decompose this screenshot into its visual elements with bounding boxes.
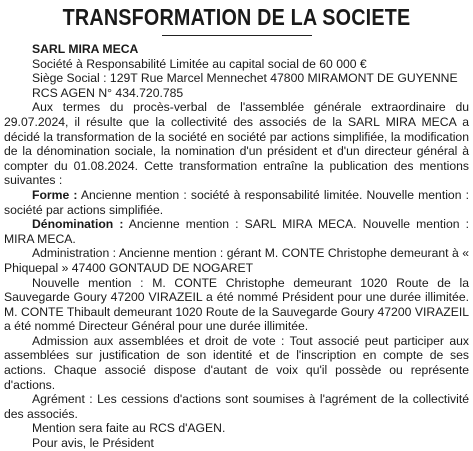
denomination-text: Ancienne mention : SARL MIRA MECA. Nouvelle mention : MIRA MECA. xyxy=(4,217,469,246)
forme-label: Forme : xyxy=(32,187,78,202)
agrement-paragraph: Agrément : Les cessions d'actions sont soumises à l'agrément de la collectivité des associés. xyxy=(4,392,469,421)
title-divider xyxy=(162,35,312,36)
rcs-mention-paragraph: Mention sera faite au RCS d'AGEN. xyxy=(32,421,226,436)
denomination-label: Dénomination : xyxy=(32,217,124,232)
company-name: SARL MIRA MECA xyxy=(32,42,139,56)
forme-text: Ancienne mention : société à responsabilité limitée. Nouvelle mention : société par actions simplifiée. xyxy=(4,187,469,217)
signature-line: Pour avis, le Président xyxy=(32,436,154,451)
administration-paragraph: Administration : Ancienne mention : gérant M. CONTE Christophe demeurant à « Phiquepal » 47400 GONTAUD DE NOGARET xyxy=(4,246,469,275)
notice-title: TRANSFORMATION DE LA SOCIETE xyxy=(62,4,411,30)
admission-paragraph: Admission aux assemblées et droit de vote : Tout associé peut participer aux assemblées sur justification de son identité et de l'inscription en compte de ses actions. Chaque associé dispose d'autant de voix qu'il possède ou représente d'actions. xyxy=(4,333,469,392)
rcs-number: RCS AGEN N° 434.720.785 xyxy=(32,85,184,100)
nouvelle-mention-paragraph: Nouvelle mention : M. CONTE Christophe demeurant 1020 Route de la Sauvegarde Goury 47200 VIRAZEIL a été nommé Président pour une durée illimitée. M. CONTE Thibault demeurant 1020 Route de la Sauvegarde Goury 47200 VIRAZEIL a été nommé Directeur Général pour une durée illimitée. xyxy=(4,275,469,334)
intro-paragraph: Aux termes du procès-verbal de l'assemblée générale extraordinaire du 29.07.2024, il résulte que la collectivité des associés de la SARL MIRA MECA a décidé la transformation de la société en société par actions simplifiée, la modification de la dénomination sociale, la nomination d'un président et d'un directeur général à compter du 01.08.2024. Cette transformation entraîne la publication des mentions suivantes : xyxy=(4,100,469,188)
registered-office: Siège Social : 129T Rue Marcel Mennechet 47800 MIRAMONT DE GUYENNE xyxy=(32,71,458,86)
company-type: Société à Responsabilité Limitée au capital social de 60 000 € xyxy=(32,56,367,71)
forme-paragraph xyxy=(4,188,469,217)
notice-body xyxy=(4,42,469,451)
denomination-paragraph xyxy=(4,217,469,246)
